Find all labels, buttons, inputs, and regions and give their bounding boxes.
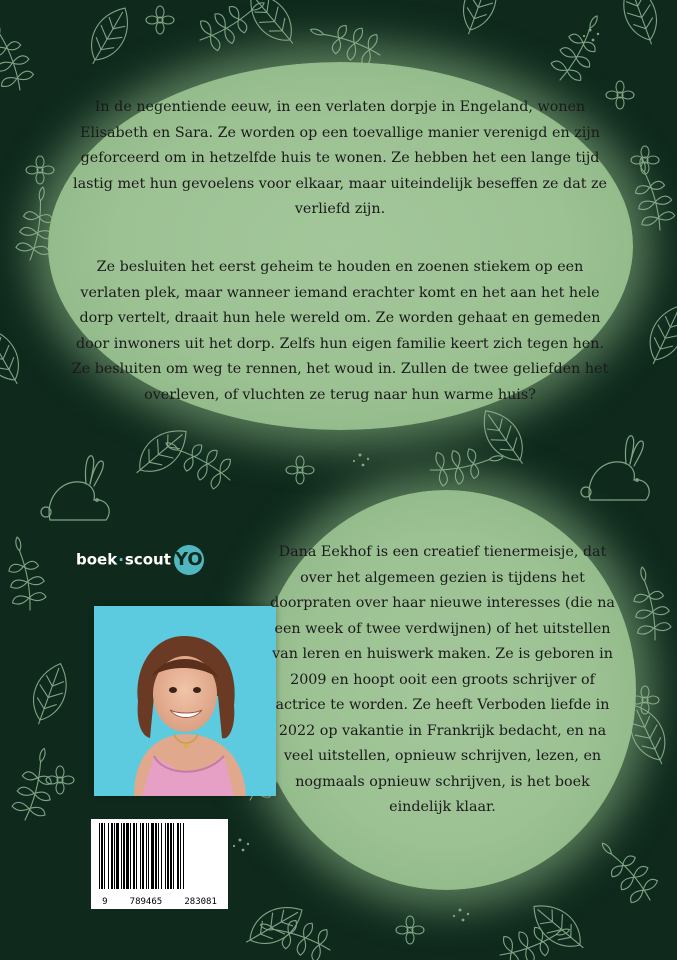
blurb-paragraph-2-text: Ze besluiten het eerst geheim te houden en zoenen stiekem op een verlaten plek, maar wanneer iemand erachter komt en het aan het hele dorp vertelt, draait hun hele wereld om. Ze worden gehaat en gemeden door inwoners uit het dorp. Zelfs hun eigen familie keert zich tegen hen. Ze besluiten om weg te rennen, het woud in. Zullen de twee geliefden het overleven, of vluchten ze terug naar hun warme huis? <box>71 259 609 403</box>
barcode-bar <box>158 823 159 889</box>
barcode-bar <box>114 823 115 889</box>
barcode-bar <box>111 823 113 889</box>
author-bio-text: Dana Eekhof is een creatief tienermeisje, dat over het algemeen gezien is tijdens het doorpraten over haar nieuwe interesses (die na een week of twee verdwijnen) of het uitstellen van leren en huiswerk maken. Ze is geboren in 2009 en hoopt ooit een groots schrijver of actrice te worden. Ze heeft Verboden liefde in 2022 op vakantie in Frankrijk bedacht, en na veel uitstellen, opnieuw schrijven, lezen, en nogmaals opnieuw schrijven, is het boek eindelijk klaar. <box>270 544 615 815</box>
barcode-bar <box>116 823 119 889</box>
barcode-bar <box>101 823 103 889</box>
isbn-barcode <box>91 819 228 909</box>
publisher-logo <box>76 545 204 575</box>
blurb-paragraph-1-text: In de negentiende eeuw, in een verlaten dorpje in Engeland, wonen Elisabeth en Sara. Ze worden op een toevallige manier verenigd en zijn geforceerd om in hetzelfde huis te wonen. Ze hebben het een lange tijd lastig met hun gevoelens voor elkaar, maar uiteindelijk beseffen ze dat ze verliefd zijn. <box>73 99 607 217</box>
barcode-bar <box>126 823 129 889</box>
barcode-bar <box>130 823 131 889</box>
barcode-digits <box>91 897 228 907</box>
barcode-bar <box>170 823 172 889</box>
barcode-bar <box>123 823 125 889</box>
barcode-bar <box>161 823 162 889</box>
barcode-bar <box>177 823 179 889</box>
barcode-bar <box>183 823 184 889</box>
author-bio <box>270 540 615 821</box>
barcode-bar <box>140 823 141 889</box>
barcode-bar <box>146 823 147 889</box>
author-photo <box>94 606 276 796</box>
author-portrait-icon <box>94 606 276 796</box>
publisher-separator: · <box>118 550 124 569</box>
publisher-name-part1: boek <box>76 550 118 569</box>
barcode-bar <box>148 823 149 889</box>
blurb-paragraph-1 <box>70 95 610 223</box>
barcode-bar <box>167 823 169 889</box>
barcode-bar <box>165 823 166 889</box>
barcode-bar <box>133 823 135 889</box>
barcode-digit-group-3: 283081 <box>184 897 217 907</box>
barcode-bar <box>155 823 157 889</box>
barcode-bar <box>173 823 174 889</box>
barcode-bar <box>136 823 137 889</box>
blurb-paragraph-2 <box>70 255 610 408</box>
barcode-digit-group-1: 9 <box>102 897 108 907</box>
barcode-bar <box>151 823 154 889</box>
barcode-bars-icon <box>91 819 228 893</box>
barcode-bar <box>142 823 144 889</box>
barcode-bar <box>121 823 122 889</box>
barcode-bar <box>180 823 181 889</box>
barcode-bar <box>108 823 109 889</box>
barcode-digit-group-2: 789465 <box>129 897 163 907</box>
publisher-badge-icon: YO <box>174 545 204 575</box>
publisher-name-part2: scout <box>124 550 171 569</box>
barcode-bar <box>99 823 100 889</box>
barcode-bar <box>104 823 105 889</box>
